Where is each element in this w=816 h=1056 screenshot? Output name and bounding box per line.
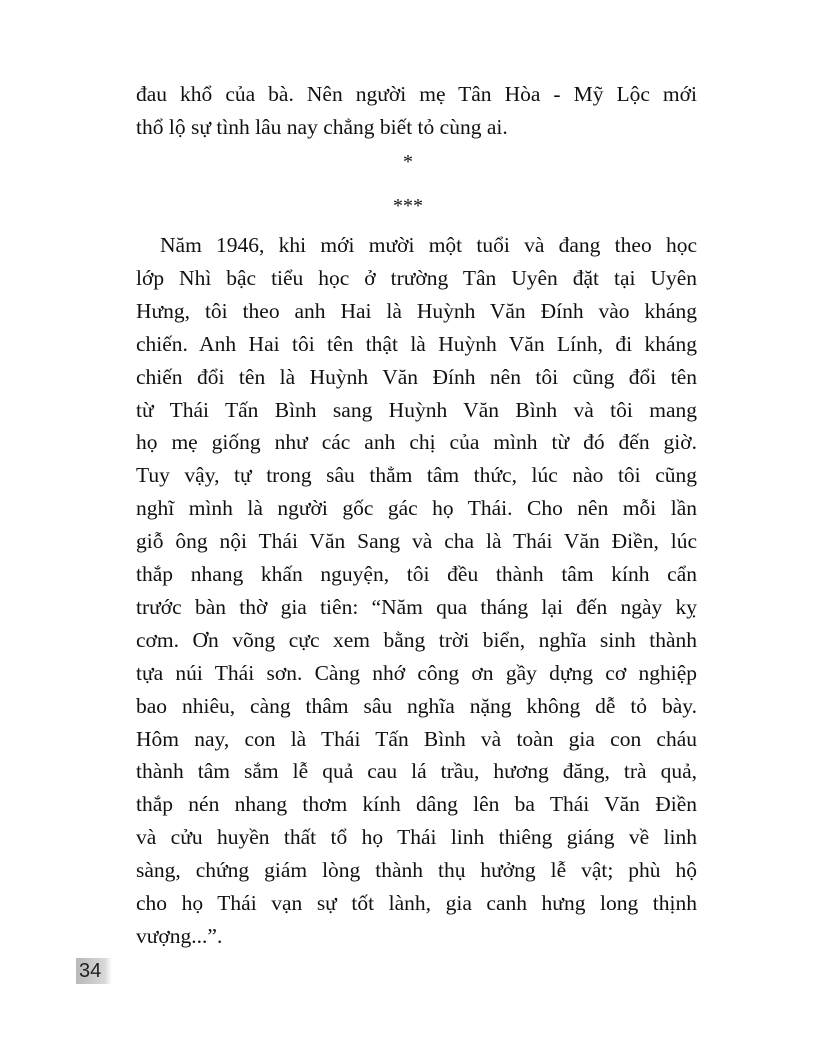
section-separator-single: *: [403, 151, 413, 173]
text-line: họ mẹ giống như các anh chị của mình từ đó đến giờ.: [136, 430, 697, 455]
page-number: 34: [76, 958, 112, 984]
section-separator-triple: ***: [393, 195, 423, 217]
text-line: chiến. Anh Hai tôi tên thật là Huỳnh Văn Lính, đi kháng: [136, 331, 697, 356]
text-line: chiến đổi tên là Huỳnh Văn Đính nên tôi cũng đổi tên: [136, 364, 697, 389]
text-line: lớp Nhì bậc tiểu học ở trường Tân Uyên đặt tại Uyên: [136, 265, 697, 290]
text-line: Hôm nay, con là Thái Tấn Bình và toàn gia con cháu: [136, 726, 697, 751]
text-line: cơm. Ơn võng cực xem bằng trời biển, nghĩa sinh thành: [136, 627, 697, 652]
text-line: trước bàn thờ gia tiên: “Năm qua tháng lại đến ngày kỵ: [136, 594, 697, 619]
text-line: Hưng, tôi theo anh Hai là Huỳnh Văn Đính vào kháng: [136, 298, 697, 323]
text-line: đau khổ của bà. Nên người mẹ Tân Hòa - Mỹ Lộc mới: [136, 82, 697, 106]
text-line: tựa núi Thái sơn. Càng nhớ công ơn gầy dựng cơ nghiệp: [136, 660, 697, 685]
text-line: Tuy vậy, tự trong sâu thẳm tâm thức, lúc nào tôi cũng: [136, 463, 697, 488]
text-line: thắp nén nhang thơm kính dâng lên ba Thái Văn Điền: [136, 792, 697, 817]
text-line: nghĩ mình là người gốc gác họ Thái. Cho nên mỗi lần: [136, 496, 697, 521]
text-line: cho họ Thái vạn sự tốt lành, gia canh hưng long thịnh: [136, 891, 697, 915]
text-line: vượng...”.: [136, 923, 223, 948]
text-line: giỗ ông nội Thái Văn Sang và cha là Thái Văn Điền, lúc: [136, 529, 697, 554]
text-line: và cửu huyền thất tổ họ Thái linh thiêng giáng về linh: [136, 825, 697, 850]
text-line: thổ lộ sự tình lâu nay chẳng biết tỏ cùng ai.: [136, 115, 508, 139]
text-line: Năm 1946, khi mới mười một tuổi và đang theo học: [160, 233, 697, 257]
text-line: từ Thái Tấn Bình sang Huỳnh Văn Bình và tôi mang: [136, 397, 697, 422]
text-line: thắp nhang khấn nguyện, tôi đều thành tâm kính cẩn: [136, 562, 697, 586]
text-line: thành tâm sắm lễ quả cau lá trầu, hương đăng, trà quả,: [136, 759, 697, 784]
text-line: sàng, chứng giám lòng thành thụ hưởng lễ vật; phù hộ: [136, 858, 697, 883]
text-line: bao nhiêu, càng thâm sâu nghĩa nặng không dễ tỏ bày.: [136, 693, 697, 718]
